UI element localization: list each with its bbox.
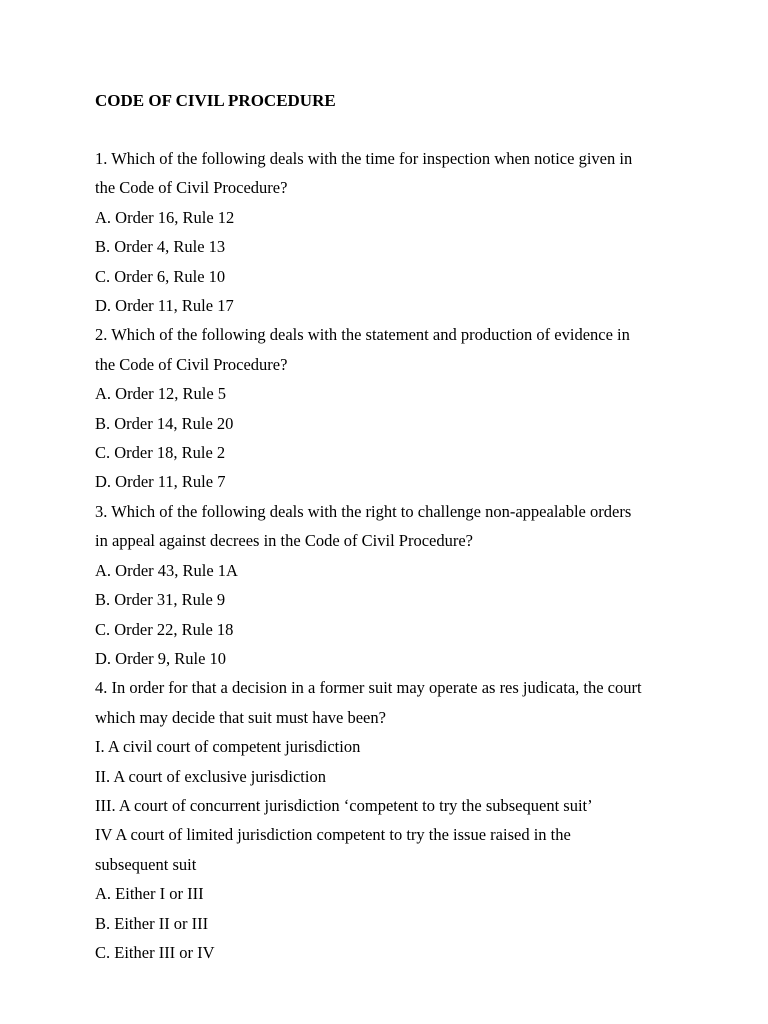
question-1 bbox=[95, 144, 715, 320]
question-1-option-b: B. Order 4, Rule 13 bbox=[95, 237, 226, 257]
question-3-stem-line-2: in appeal against decrees in the Code of Civil Procedure? bbox=[95, 531, 473, 551]
question-1-option-c: C. Order 6, Rule 10 bbox=[95, 266, 226, 286]
question-1-stem-line-1: 1. Which of the following deals with the time for inspection when notice given in bbox=[95, 149, 633, 168]
document-title: CODE OF CIVIL PROCEDURE bbox=[95, 91, 336, 110]
question-3-option-a: A. Order 43, Rule 1A bbox=[95, 560, 238, 580]
question-3-option-c: C. Order 22, Rule 18 bbox=[95, 619, 234, 639]
question-3 bbox=[95, 497, 715, 673]
question-2-option-d: D. Order 11, Rule 7 bbox=[95, 472, 226, 492]
question-3-option-d: D. Order 9, Rule 10 bbox=[95, 648, 227, 668]
question-4-option-c: C. Either III or IV bbox=[95, 942, 215, 962]
question-4 bbox=[95, 673, 715, 967]
question-1-stem-line-2: the Code of Civil Procedure? bbox=[95, 178, 288, 198]
document-page bbox=[95, 86, 715, 967]
question-2-stem-line-1: 2. Which of the following deals with the statement and production of evidence in bbox=[95, 325, 630, 345]
question-3-stem-line-1: 3. Which of the following deals with the right to challenge non-appealable orders bbox=[95, 501, 632, 521]
question-4-item-iv-line-2: subsequent suit bbox=[95, 854, 197, 874]
question-3-option-b: B. Order 31, Rule 9 bbox=[95, 590, 226, 610]
question-2-option-c: C. Order 18, Rule 2 bbox=[95, 443, 226, 463]
question-4-item-ii: II. A court of exclusive jurisdiction bbox=[95, 766, 326, 786]
question-4-item-iii: III. A court of concurrent jurisdiction ‘competent to try the subsequent suit’ bbox=[95, 795, 593, 815]
question-2-stem-line-2: the Code of Civil Procedure? bbox=[95, 354, 288, 374]
question-2-option-a: A. Order 12, Rule 5 bbox=[95, 384, 227, 404]
question-4-stem-line-1: 4. In order for that a decision in a former suit may operate as res judicata, the court bbox=[95, 678, 642, 698]
question-4-stem-line-2: which may decide that suit must have been? bbox=[95, 707, 386, 727]
question-1-option-d: D. Order 11, Rule 17 bbox=[95, 296, 234, 316]
question-4-item-i: I. A civil court of competent jurisdiction bbox=[95, 737, 361, 757]
question-2 bbox=[95, 320, 715, 496]
question-4-option-a: A. Either I or III bbox=[95, 884, 204, 904]
question-1-option-a: A. Order 16, Rule 12 bbox=[95, 207, 235, 227]
question-4-option-b: B. Either II or III bbox=[95, 913, 209, 933]
question-4-item-iv-line-1: IV A court of limited jurisdiction competent to try the issue raised in the bbox=[95, 825, 571, 845]
question-2-option-b: B. Order 14, Rule 20 bbox=[95, 413, 234, 433]
